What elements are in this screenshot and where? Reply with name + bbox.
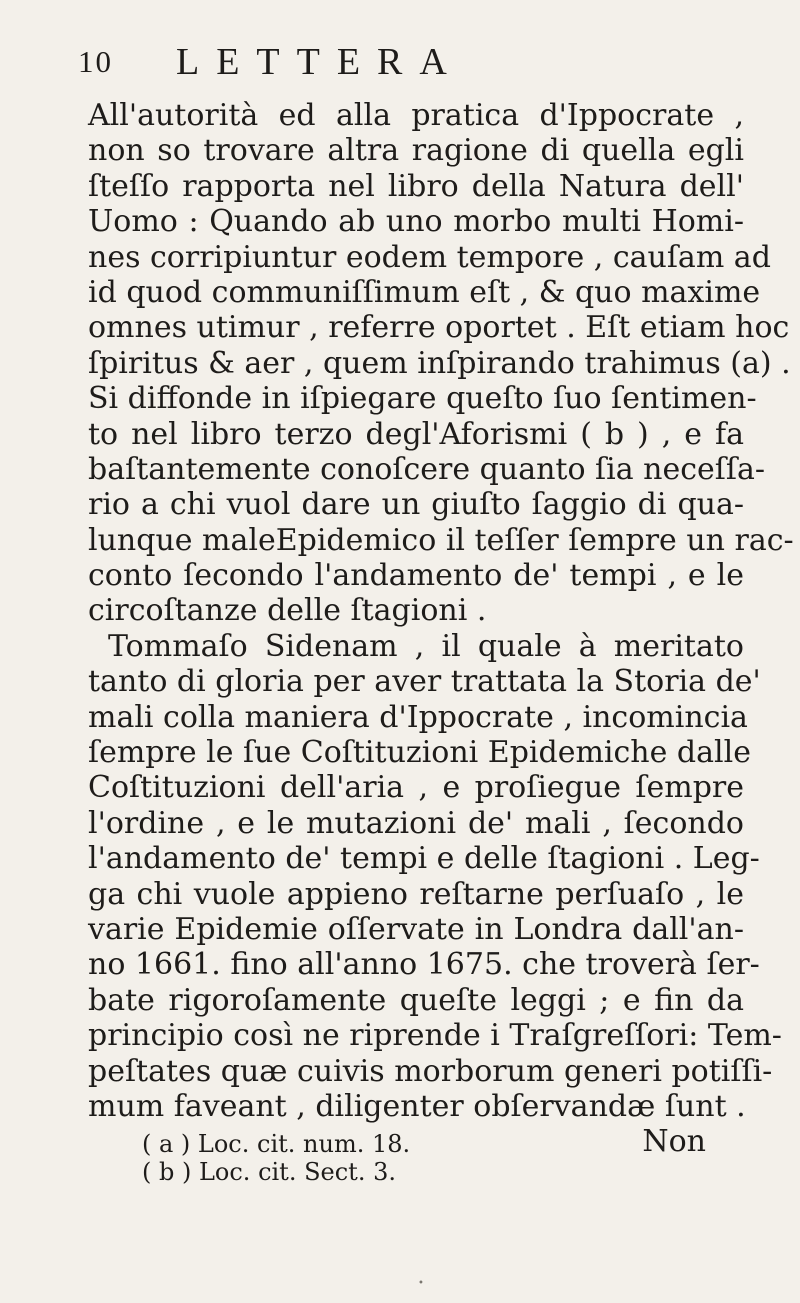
text-line: baſtantemente conoſcere quanto ſia neceſſa- xyxy=(88,451,766,487)
text-line: l'andamento de' tempi e delle ſtagioni . Leg- xyxy=(88,841,760,877)
text-line: ga chi vuole appieno reſtarne perſuaſo , le xyxy=(88,876,744,912)
text-line: Si diffonde in iſpiegare queſto ſuo ſentimen- xyxy=(88,381,757,417)
text-line: All'autorità ed alla pratica d'Ippocrate , xyxy=(88,98,744,133)
body-text xyxy=(88,98,794,1160)
text-line: to nel libro terzo degl'Aforismi ( b ) , e fa xyxy=(88,416,744,452)
text-line: varie Epidemie oſſervate in Londra dall'an- xyxy=(88,911,744,947)
catchword: Non xyxy=(642,1124,706,1160)
text-line: omnes utimur , referre oportet . Eſt etiam hoc xyxy=(88,310,790,346)
running-head: LETTERA xyxy=(176,41,464,83)
text-line: principio così ne riprende i Traſgreſſori: Tem- xyxy=(88,1018,782,1054)
text-line: mum faveant , diligenter obſervandæ ſunt . xyxy=(88,1088,746,1124)
text-line: Tommaſo Sidenam , il quale à meritato xyxy=(108,628,744,664)
text-line: l'ordine , e le mutazioni de' mali , ſecondo xyxy=(88,805,744,841)
text-line: ſempre le ſue Coſtituzioni Epidemiche dalle xyxy=(88,735,751,771)
text-line: ſteſſo rapporta nel libro della Natura dell' xyxy=(88,168,744,204)
ink-speck: • xyxy=(418,1278,424,1289)
text-line: non so trovare altra ragione di quella egli xyxy=(88,133,744,169)
text-line: bate rigoroſamente queſte leggi ; e fin da xyxy=(88,982,744,1018)
text-line: conto ſecondo l'andamento de' tempi , e le xyxy=(88,558,744,594)
text-line: rio a chi vuol dare un giuſto ſaggio di qua- xyxy=(88,487,744,523)
text-line: circoſtanze delle ſtagioni . xyxy=(88,593,487,629)
text-line: no 1661. fino all'anno 1675. che troverà ſer- xyxy=(88,947,760,983)
text-line: Uomo : Quando ab uno morbo multi Homi- xyxy=(88,204,744,240)
page-header xyxy=(78,40,738,90)
text-line: nes corripiuntur eodem tempore , cauſam ad xyxy=(88,239,771,275)
text-line: mali colla maniera d'Ippocrate , incomincia xyxy=(88,699,748,735)
footnote: ( b ) Loc. cit. Sect. 3. xyxy=(142,1158,396,1186)
footnotes xyxy=(142,1130,542,1186)
footnote: ( a ) Loc. cit. num. 18. xyxy=(142,1130,411,1158)
text-line: Coſtituzioni dell'aria , e proſiegue ſempre xyxy=(88,770,744,806)
text-line: lunque maleEpidemico il teſſer ſempre un rac- xyxy=(88,522,794,558)
page-number: 10 xyxy=(78,44,113,79)
text-line: ſpiritus & aer , quem inſpirando trahimus (a) . xyxy=(88,345,791,381)
text-line: id quod communiſſimum eſt , & quo maxime xyxy=(88,274,761,310)
text-line: peſtates quæ cuivis morborum generi potiſſi- xyxy=(88,1053,773,1089)
text-line: tanto di gloria per aver trattata la Storia de' xyxy=(88,664,761,700)
